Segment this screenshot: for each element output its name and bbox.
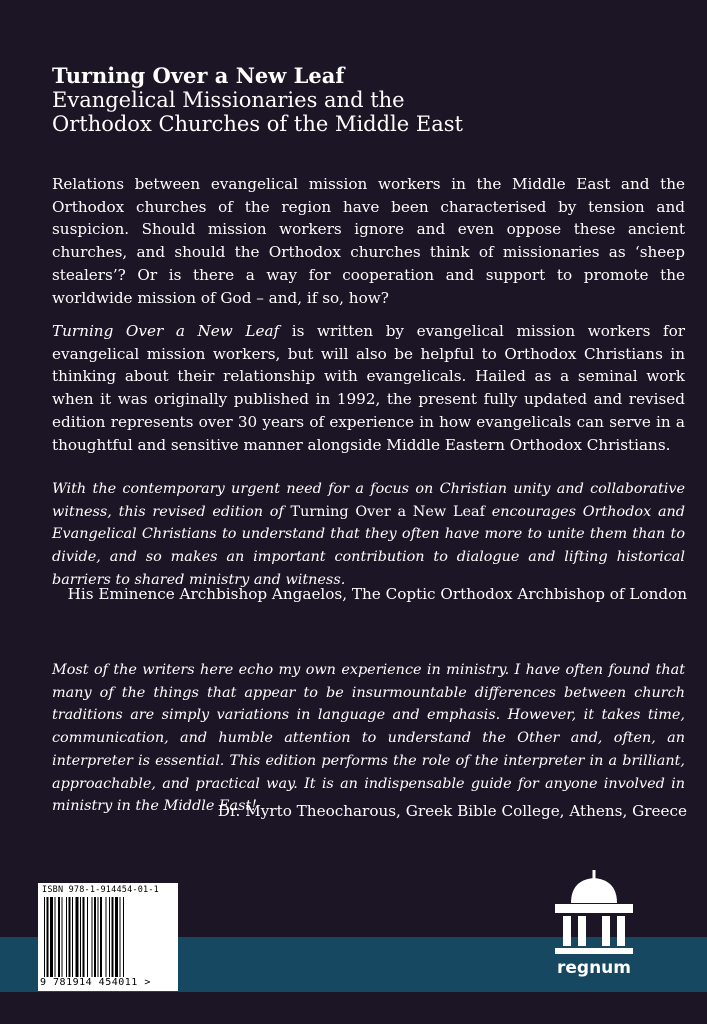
endorsement-2-author: Dr. Myrto Theocharous, Greek Bible College, Athens, Greece (217, 802, 687, 820)
blurb-paragraph-1: Relations between evangelical mission workers in the Middle East and the Orthodox churches of the region have been characterised by tension and suspicion. Should mission workers ignore and even oppose these ancient churches, and should the Orthodox churches think of missionaries as ‘sheep stealers’? Or is there a way for cooperation and support to promote the worldwide mission of God – and, if so, how? (52, 175, 685, 307)
barcode (38, 883, 178, 991)
endorsement-1-text-b: encourages Orthodox and Evangelical Christians to understand that they often have more to unite them than to divide, and so makes an important contribution to dialogue and lifting historical barriers to shared ministry and witness. (52, 503, 686, 588)
endorsement-2: Most of the writers here echo my own experience in ministry. I have often found that many of the things that appear to be insurmountable differences between church traditions are simply variations in language and emphasis. However, it takes time, communication, and humble attention to understand the Other and, often, an interpreter is essential. This edition performs the role of the interpreter in a brilliant, approachable, and practical way. It is an indispensable guide for anyone involved in ministry in the Middle East! (52, 662, 685, 815)
blurb-paragraph-2 (52, 320, 685, 456)
title-block (52, 64, 672, 136)
barcode-bars (44, 897, 172, 977)
isbn-label: ISBN 978-1-914454-01-1 (42, 885, 159, 895)
endorsement-1-author: His Eminence Archbishop Angaelos, The Coptic Orthodox Archbishop of London (67, 585, 687, 603)
book-subtitle-line1: Evangelical Missionaries and the (52, 88, 405, 112)
book-title: Turning Over a New Leaf (52, 63, 345, 88)
blurb-book-title: Turning Over a New Leaf (52, 322, 280, 340)
endorsement-1-book-title: Turning Over a New Leaf (290, 503, 485, 520)
endorsement-1-text-a: With the contemporary urgent need for a focus on Christian unity and collaborative witness, this revised edition of (52, 481, 685, 520)
blurb-paragraph-2-text: is written by evangelical mission workers for evangelical mission workers, but will also be helpful to Orthodox Christians in thinking about their relationship with evangelicals. Hailed as a seminal work when it was originally published in 1992, the present fully updated and revised edition represents over 30 years of experience in how evangelicals can serve in a thoughtful and sensitive manner alongside Middle Eastern Orthodox Christians. (52, 322, 686, 454)
isbn-digits: 9 781914 454011 > (40, 977, 151, 988)
publisher-name: regnum (556, 958, 631, 978)
book-subtitle-line2: Orthodox Churches of the Middle East (52, 112, 463, 136)
endorsement-1 (52, 478, 685, 592)
